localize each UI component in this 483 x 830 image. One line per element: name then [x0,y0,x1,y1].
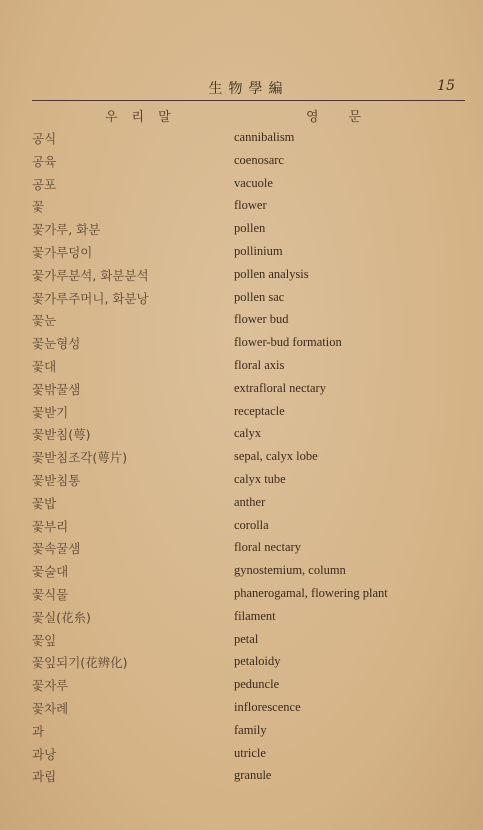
glossary-row [0,699,483,722]
english-term: cannibalism [234,130,295,144]
english-term: gynostemium, column [234,563,346,578]
glossary-row [0,266,483,289]
english-term: floral nectary [234,540,301,555]
glossary-row [0,494,483,517]
english-term: flower [234,198,267,213]
glossary-row [0,152,483,175]
english-term: receptacle [234,403,285,418]
korean-term: 꽃자루 [32,678,69,694]
korean-term: 꽃눈 [32,313,57,329]
page-header [32,78,465,101]
english-term: pollinium [234,243,283,258]
korean-term: 꽃속꿀샘 [32,541,81,557]
english-term: pollen [234,221,266,236]
glossary-row [0,631,483,654]
glossary-row [0,243,483,266]
english-column-header: 영문 [306,110,392,125]
page-title: 生物學編 [208,81,289,97]
glossary-row [0,334,483,357]
korean-term: 꽃 [32,199,45,215]
korean-term: 꽃가루주머니, 화분낭 [32,290,149,306]
glossary-row [0,448,483,471]
page-number: 15 [437,78,455,94]
korean-term: 꽃가루덩이 [32,244,93,260]
english-term: calyx [234,426,262,441]
glossary-row [0,425,483,448]
glossary-row [0,471,483,494]
korean-term: 꽃잎되기(花辨化) [32,655,128,671]
english-term: phanerogamal, flowering plant [234,585,388,600]
glossary-row [0,220,483,243]
english-term: petaloidy [234,654,281,669]
english-term: family [234,722,267,737]
english-term: inflorescence [234,699,301,714]
korean-term: 공식 [32,131,57,146]
english-term: calyx tube [234,471,286,486]
glossary-list [0,129,483,790]
english-term: utricle [234,745,266,760]
korean-term: 꽃잎 [32,632,57,648]
english-term: floral axis [234,357,285,372]
english-term: corolla [234,517,269,532]
korean-term: 꽃받기 [32,404,69,420]
korean-term: 공포 [32,176,57,192]
korean-term: 꽃대 [32,358,57,374]
korean-term: 꽃받침통 [32,472,81,488]
korean-term: 꽃가루, 화분 [32,222,101,238]
glossary-row [0,380,483,403]
glossary-row [0,517,483,540]
korean-term: 꽃실(花糸) [32,609,91,625]
glossary-row [0,722,483,745]
korean-term: 과 [32,723,45,739]
glossary-row [0,562,483,585]
english-term: coenosarc [234,152,284,167]
english-term: granule [234,768,272,783]
glossary-row [0,539,483,562]
korean-term: 꽃부리 [32,518,69,534]
glossary-row [0,129,483,152]
glossary-row [0,357,483,380]
korean-term: 꽃눈형성 [32,336,81,352]
glossary-row [0,175,483,198]
korean-term: 꽃식물 [32,586,69,602]
glossary-row [0,653,483,676]
english-term: peduncle [234,677,280,692]
glossary-row [0,585,483,608]
glossary-row [0,676,483,699]
english-term: pollen sac [234,289,285,304]
english-term: sepal, calyx lobe [234,449,318,464]
korean-term: 꽃받침(萼) [32,427,91,443]
korean-term: 공육 [32,153,57,169]
english-term: flower bud [234,312,289,327]
korean-term: 꽃가루분석, 화분분석 [32,267,149,283]
glossary-row [0,745,483,768]
english-term: extrafloral nectary [234,380,326,395]
korean-term: 꽃받침조각(萼片) [32,450,128,466]
english-term: flower-bud formation [234,335,342,350]
english-term: anther [234,494,266,509]
korean-term: 꽃차례 [32,700,69,716]
korean-column-header: 우리말 [105,110,185,125]
glossary-row [0,608,483,631]
glossary-row [0,289,483,312]
english-term: vacuole [234,175,273,190]
english-term: petal [234,631,259,646]
korean-term: 꽃술대 [32,564,69,580]
korean-term: 과낭 [32,746,57,762]
column-headers [0,106,483,126]
korean-term: 꽃밖꿀샘 [32,381,81,397]
english-term: filament [234,608,276,623]
glossary-row [0,403,483,426]
glossary-row [0,311,483,334]
glossary-row [0,767,483,790]
korean-term: 과립 [32,769,57,785]
glossary-row [0,197,483,220]
korean-term: 꽃밥 [32,495,57,511]
english-term: pollen analysis [234,266,309,281]
